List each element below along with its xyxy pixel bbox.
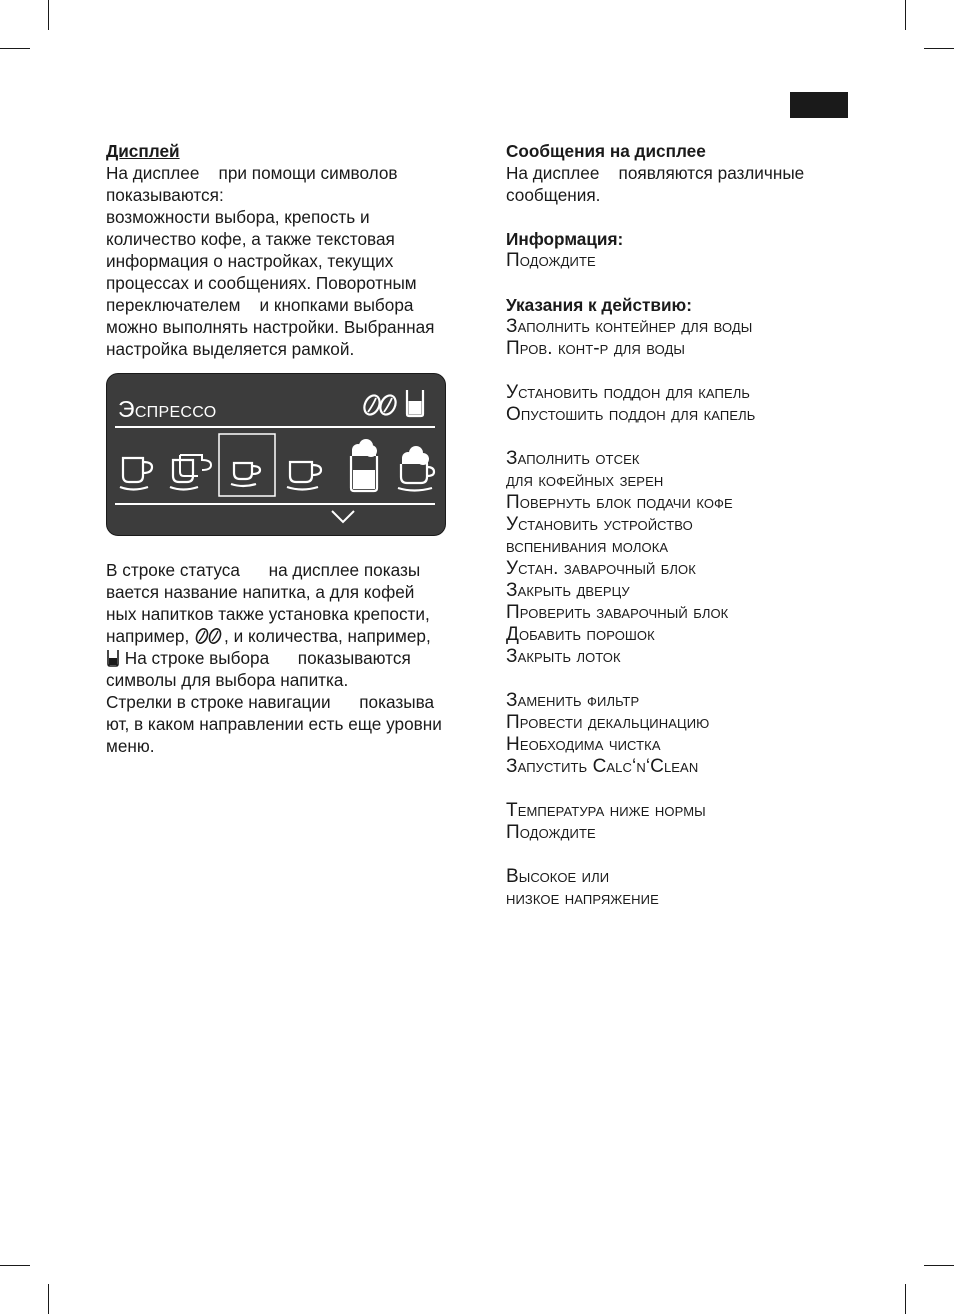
message-item: Устан. заварочный блок xyxy=(506,558,696,579)
crop-mark xyxy=(905,1284,906,1314)
crop-mark xyxy=(924,48,954,49)
message-item: Заполнить контейнер для воды xyxy=(506,316,753,337)
message-item: Проверить заварочный блок xyxy=(506,602,729,623)
status-line-divider xyxy=(115,426,435,428)
message-item: Заменить фильтр xyxy=(506,690,640,711)
text-fragment: На строке выбора показываются xyxy=(120,648,411,668)
crop-mark xyxy=(48,0,49,30)
text-line: вается название напитка, а для кофей xyxy=(106,582,415,602)
display-title: Эспрессо xyxy=(118,396,217,422)
message-item: Опустошить поддон для капель xyxy=(506,404,756,425)
text-line: На дисплее при помощи символов xyxy=(106,163,398,183)
message-item: Закрыть дверцу xyxy=(506,580,630,601)
right-column xyxy=(506,140,906,910)
language-tab xyxy=(790,92,848,118)
text-line: ных напитков также установка крепости, xyxy=(106,604,430,624)
left-column xyxy=(106,140,476,360)
message-item: низкое напряжение xyxy=(506,888,659,909)
double-cup-icon xyxy=(168,452,216,494)
large-cup-icon xyxy=(118,454,158,494)
text-line: настройка выделяется рамкой. xyxy=(106,339,355,359)
left-column-lower xyxy=(106,559,476,757)
crop-mark xyxy=(905,0,906,30)
message-item: Запустить Calc‘n‘Clean xyxy=(506,756,699,777)
message-item: Подождите xyxy=(506,250,596,271)
crop-mark xyxy=(0,1265,30,1266)
double-bean-icon xyxy=(194,627,224,645)
espresso-cup-icon[interactable] xyxy=(218,433,276,497)
cup-fill-icon xyxy=(106,649,120,667)
section-heading: Сообщения на дисплее xyxy=(506,141,706,161)
crop-mark xyxy=(0,48,30,49)
message-item: Установить устройство xyxy=(506,514,693,535)
text-line: процессах и сообщениях. Поворотным xyxy=(106,273,417,293)
info-heading: Информация: xyxy=(506,229,624,249)
crop-mark xyxy=(48,1284,49,1314)
text-fragment: , и количества, например, xyxy=(224,626,431,646)
message-item: для кофейных зерен xyxy=(506,470,664,491)
text-fragment: например, xyxy=(106,626,195,646)
crop-mark xyxy=(924,1265,954,1266)
text-line: количество кофе, а также текстовая xyxy=(106,229,395,249)
selection-line-divider xyxy=(115,503,435,505)
text-line: меню. xyxy=(106,736,155,756)
text-line: можно выполнять настройки. Выбранная xyxy=(106,317,435,337)
message-item: вспенивания молока xyxy=(506,536,669,557)
cappuccino-icon xyxy=(394,444,438,494)
text-line: возможности выбора, крепость и xyxy=(106,207,370,227)
message-item: Заполнить отсек xyxy=(506,448,640,469)
message-item: Добавить порошок xyxy=(506,624,655,645)
text-line: показываются: xyxy=(106,185,224,205)
message-item: Закрыть лоток xyxy=(506,646,621,667)
chevron-down-icon[interactable] xyxy=(330,509,356,525)
text-line: сообщения. xyxy=(506,185,601,205)
text-line: В строке статуса на дисплее показы xyxy=(106,560,421,580)
coffee-display xyxy=(106,373,446,536)
text-line xyxy=(106,625,476,647)
double-bean-icon xyxy=(361,392,401,418)
message-item: Необходима чистка xyxy=(506,734,661,755)
message-item: Повернуть блок подачи кофе xyxy=(506,492,733,513)
latte-glass-icon xyxy=(347,438,381,494)
message-item: Пров. конт-р для воды xyxy=(506,338,686,359)
text-line: ют, в каком направлении есть еще уровни xyxy=(106,714,442,734)
text-line: Стрелки в строке навигации показыва xyxy=(106,692,435,712)
message-item: Высокое или xyxy=(506,866,610,887)
message-item: Провести декальцинацию xyxy=(506,712,710,733)
message-item: Подождите xyxy=(506,822,596,843)
text-line: символы для выбора напитка. xyxy=(106,670,349,690)
cup-icon xyxy=(285,456,329,494)
message-item: Установить поддон для капель xyxy=(506,382,751,403)
text-line: переключателем и кнопками выбора xyxy=(106,295,414,315)
message-item: Температура ниже нормы xyxy=(506,800,706,821)
text-line xyxy=(106,647,476,669)
cup-fill-icon xyxy=(405,388,425,418)
section-heading: Дисплей xyxy=(106,141,180,161)
text-line: На дисплее появляются различные xyxy=(506,163,805,183)
text-line: информация о настройках, текущих xyxy=(106,251,394,271)
action-heading: Указания к действию: xyxy=(506,295,692,315)
